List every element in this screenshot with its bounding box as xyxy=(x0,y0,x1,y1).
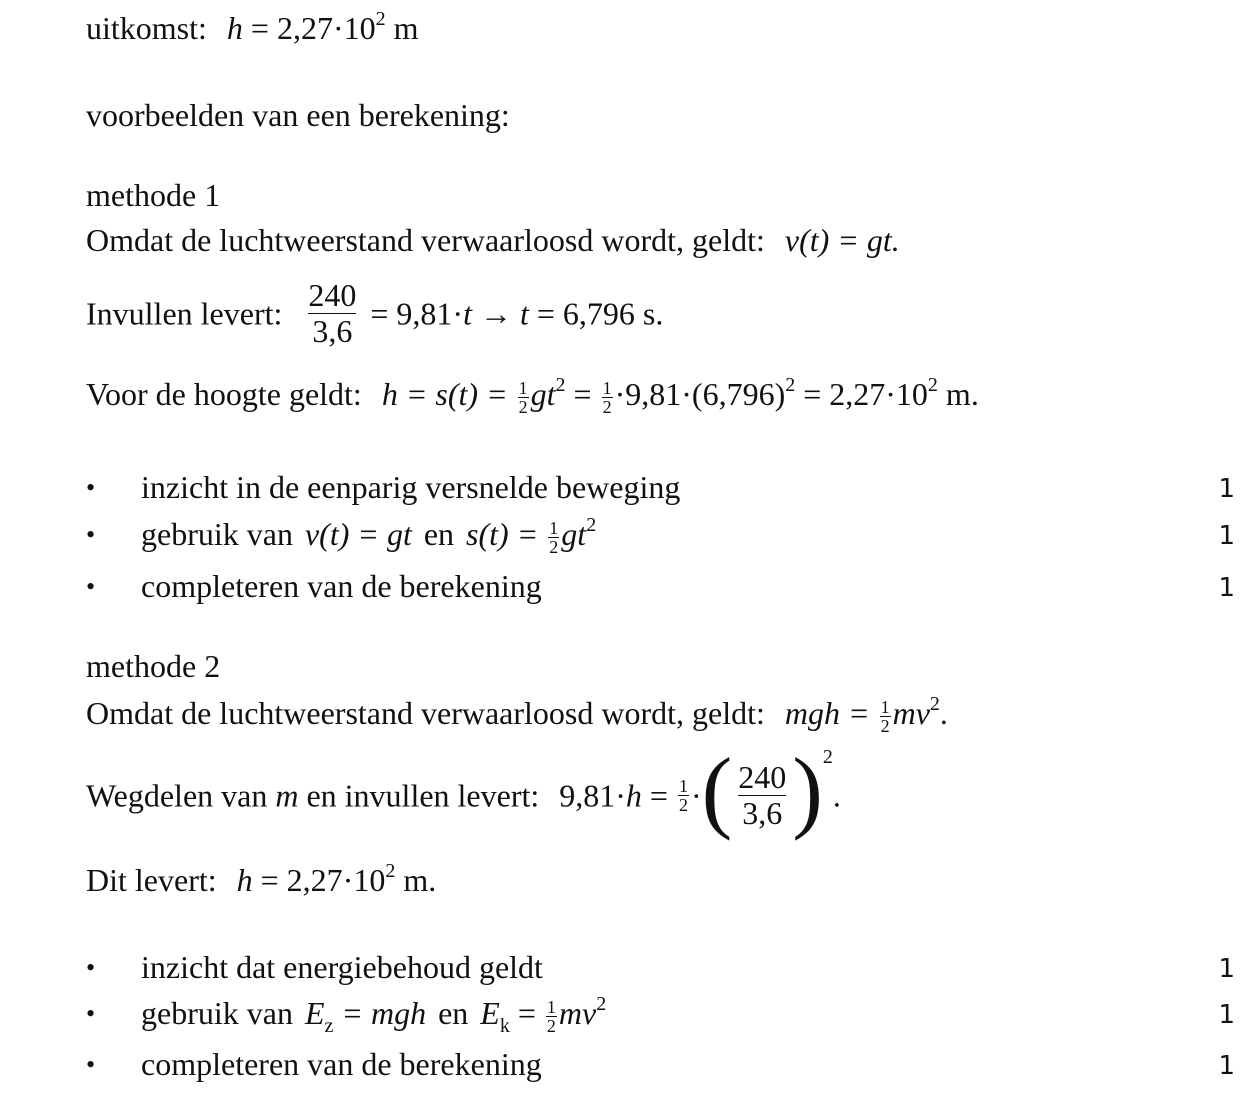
method2-line1-math-b: mv xyxy=(892,695,930,731)
method2-line2-eq: = xyxy=(641,777,676,814)
result-line xyxy=(86,8,419,46)
half-fraction xyxy=(602,379,613,416)
half-fraction xyxy=(546,998,557,1035)
method1-line1 xyxy=(86,224,900,256)
bullet-icon: • xyxy=(86,520,96,549)
method1-heading: methode 1 xyxy=(86,177,221,213)
criterion-text-a: gebruik van xyxy=(141,995,293,1031)
half-fraction xyxy=(548,519,559,556)
fraction-numerator: 240 xyxy=(738,758,787,795)
bullet-icon: • xyxy=(86,473,96,502)
half-num: 1 xyxy=(518,378,528,399)
method2-line1-end: . xyxy=(939,695,948,731)
method2-line1-math-a: mgh = xyxy=(784,695,878,731)
method1-line3-math-e: = 2,27·10 xyxy=(795,376,928,412)
result-exponent: 2 xyxy=(375,8,386,30)
criterion-text-en: en xyxy=(423,516,455,552)
method2-line2-math-a: 9,81· xyxy=(559,777,626,814)
criterion-text xyxy=(141,514,597,558)
half-den: 2 xyxy=(546,1016,556,1037)
right-paren-icon: ) xyxy=(792,739,823,841)
criterion-points: 1 xyxy=(1218,954,1235,984)
method1-line3-math-a: h = s(t) = xyxy=(381,376,516,412)
half-num: 1 xyxy=(602,378,612,399)
criterion-math-mv: mv xyxy=(558,995,597,1031)
criterion-math-v: v(t) = gt xyxy=(304,516,412,552)
method1-line2-result: = 6,796 s. xyxy=(528,295,664,332)
criterion-text: completeren van de berekening xyxy=(141,1046,542,1082)
half-num: 1 xyxy=(880,697,890,718)
criterion-math-ek-sub: k xyxy=(499,1015,510,1037)
left-paren-icon: ( xyxy=(701,739,733,841)
fraction-240-over-3-6 xyxy=(304,278,360,349)
method1-line3-exp3: 2 xyxy=(927,374,938,396)
half-fraction xyxy=(678,777,689,814)
bullet-icon: • xyxy=(86,953,96,982)
half-num: 1 xyxy=(546,997,556,1018)
method1-line2-text: Invullen levert: xyxy=(86,295,283,332)
half-num: 1 xyxy=(678,776,688,797)
method1-line2-t2: t xyxy=(519,295,529,332)
method1-line2-eq: = 9,81· xyxy=(362,295,464,332)
method2-line3-var: h xyxy=(236,862,253,898)
criterion-points: 1 xyxy=(1218,521,1235,551)
intro-text: voorbeelden van een berekening: xyxy=(86,97,510,133)
half-fraction xyxy=(518,379,529,416)
result-var: h xyxy=(226,10,243,46)
method2-line3-eq: = 2,27·10 xyxy=(252,862,386,898)
criterion-text: inzicht dat energiebehoud geldt xyxy=(141,949,543,985)
method2-line3-text: Dit levert: xyxy=(86,862,217,898)
half-den: 2 xyxy=(602,397,612,418)
method2-line1 xyxy=(86,693,948,737)
criterion-points: 1 xyxy=(1218,1000,1235,1030)
method2-heading: methode 2 xyxy=(86,648,221,684)
method2-line2-text-b: en invullen levert: xyxy=(306,777,540,814)
method1-line3-text: Voor de hoogte geldt: xyxy=(86,376,362,412)
criterion-math-gt: gt xyxy=(561,516,587,552)
method1-line3-exp: 2 xyxy=(555,374,566,396)
method1-line3 xyxy=(86,374,979,418)
criterion-math-ez: E xyxy=(304,995,325,1031)
criterion-text: inzicht in de eenparig versnelde beweging xyxy=(141,469,681,505)
half-den: 2 xyxy=(880,716,890,737)
half-num: 1 xyxy=(549,518,559,539)
method1-line3-unit: m. xyxy=(937,376,979,412)
method2-line1-exp: 2 xyxy=(929,693,940,715)
criterion-math-ez-eq: = mgh xyxy=(333,995,427,1031)
half-den: 2 xyxy=(678,795,688,816)
method1-line1-math: v(t) = gt. xyxy=(784,222,900,258)
method2-line1-text: Omdat de luchtweerstand verwaarloosd wordt, geldt: xyxy=(86,695,765,731)
bullet-icon: • xyxy=(86,1050,96,1079)
criterion-math-ek-eq: = xyxy=(509,995,544,1031)
method1-line3-math-d: ·9,81·(6,796) xyxy=(614,376,786,412)
method2-line2-m: m xyxy=(275,777,299,814)
half-den: 2 xyxy=(549,537,559,558)
method1-line1-text: Omdat de luchtweerstand verwaarloosd wordt, geldt: xyxy=(86,222,765,258)
criterion-math-ez-sub: z xyxy=(324,1015,334,1037)
method1-line2 xyxy=(86,278,663,349)
result-unit: m xyxy=(385,10,419,46)
arrow-icon: → xyxy=(471,295,520,332)
method1-line2-t1: t xyxy=(463,295,472,332)
method2-line3-unit: m. xyxy=(395,862,437,898)
result-value: = 2,27·10 xyxy=(242,10,376,46)
criterion-exp: 2 xyxy=(586,514,597,536)
fraction-denominator: 3,6 xyxy=(738,795,786,831)
fraction-240-over-3-6 xyxy=(734,760,790,831)
half-den: 2 xyxy=(518,397,528,418)
half-fraction xyxy=(880,698,891,735)
criterion-points: 1 xyxy=(1218,1051,1235,1081)
criterion-math-s: s(t) = xyxy=(466,516,547,552)
method2-line2-end: . xyxy=(832,777,841,814)
criterion-exp: 2 xyxy=(596,993,607,1015)
method1-line3-exp2: 2 xyxy=(785,374,796,396)
bullet-icon: • xyxy=(86,572,96,601)
method1-line3-math-b: gt xyxy=(530,376,556,412)
criterion-math-ek: E xyxy=(480,995,500,1031)
fraction-denominator: 3,6 xyxy=(308,313,356,349)
criterion-text: completeren van de berekening xyxy=(141,568,542,604)
fraction-numerator: 240 xyxy=(308,277,357,313)
method2-line2-text-a: Wegdelen van xyxy=(86,777,268,814)
method2-line2-h: h xyxy=(625,777,642,814)
criterion-text-a: gebruik van xyxy=(141,516,293,552)
bullet-icon: • xyxy=(86,999,96,1028)
method2-line2-dot: · xyxy=(690,777,702,814)
method2-line3-exp: 2 xyxy=(385,860,396,882)
method2-line2-exp: 2 xyxy=(822,746,833,768)
criterion-text xyxy=(141,993,607,1037)
method2-line3 xyxy=(86,860,437,898)
method1-line3-math-c: = xyxy=(565,376,600,412)
method2-line2 xyxy=(86,739,841,841)
criterion-text-en: en xyxy=(438,995,469,1031)
criterion-points: 1 xyxy=(1218,474,1235,504)
result-label: uitkomst: xyxy=(86,10,207,46)
criterion-points: 1 xyxy=(1218,573,1235,603)
